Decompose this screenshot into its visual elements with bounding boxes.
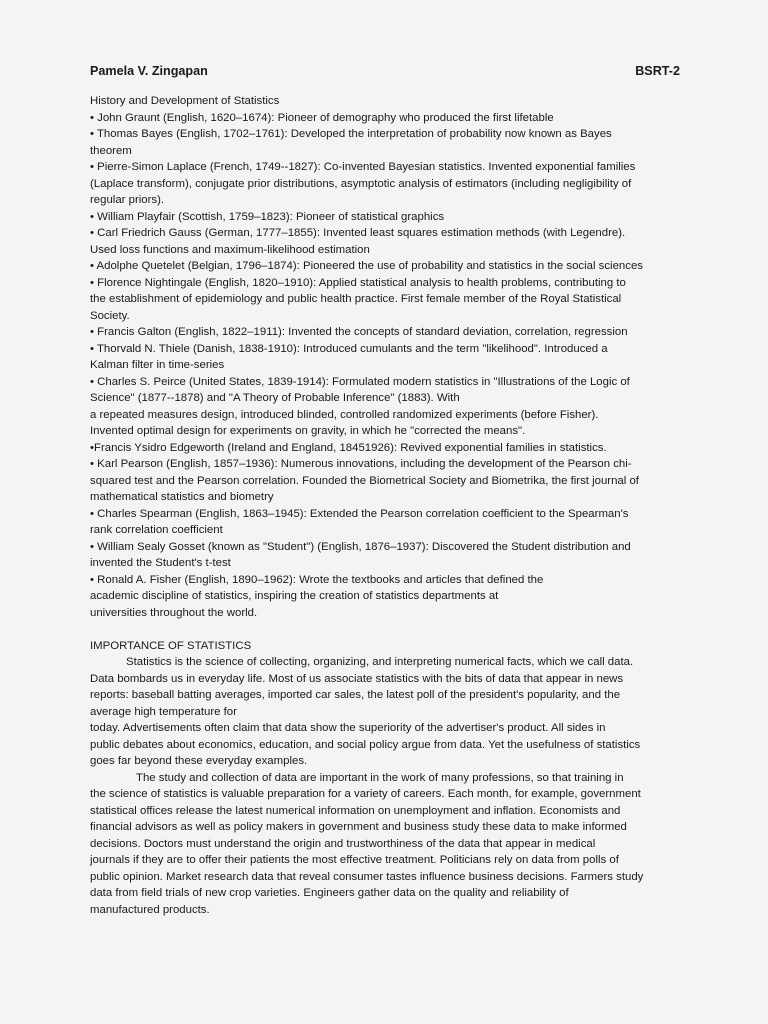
text-line: Invented optimal design for experiments on gravity, in which he "corrected the means". xyxy=(90,425,526,437)
importance-paragraph-1 xyxy=(90,654,680,770)
text-line: Used loss functions and maximum-likelihood estimation xyxy=(90,243,370,256)
text-line: Statistics is the science of collecting, organizing, and interpreting numerical facts, which we call data. xyxy=(126,656,634,668)
text-line: public opinion. Market research data that reveal consumer tastes influence business decisions. Farmers study xyxy=(90,870,644,883)
text-line: data from field trials of new crop varieties. Engineers gather data on the quality and reliability of xyxy=(90,887,569,899)
text-line: invented the Student's t-test xyxy=(90,557,231,569)
text-line: rank correlation coefficient xyxy=(90,524,223,536)
text-line: • Ronald A. Fisher (English, 1890–1962): Wrote the textbooks and articles that defined the xyxy=(90,573,544,586)
text-line: statistical offices release the latest numerical information on unemployment and inflation. Economists and xyxy=(90,804,621,817)
text-line: journals if they are to offer their patients the most effective treatment. Politicians rely on data from polls of xyxy=(90,854,619,866)
history-list xyxy=(90,110,680,622)
text-line: universities throughout the world. xyxy=(90,606,258,619)
text-line: •Francis Ysidro Edgeworth (Ireland and England, 18451926): Revived exponential families in statistics. xyxy=(90,441,607,454)
importance-title: IMPORTANCE OF STATISTICS xyxy=(90,639,252,652)
text-line: • Thorvald N. Thiele (Danish, 1838-1910): Introduced cumulants and the term "likelihood". Introduced a xyxy=(90,342,608,355)
text-line: • Charles S. Peirce (United States, 1839-1914): Formulated modern statistics in "Illustrations of the Logic of xyxy=(90,375,630,388)
text-line: Science" (1877--1878) and "A Theory of Probable Inference" (1883). With xyxy=(90,392,460,404)
text-line: reports: baseball batting averages, imported car sales, the latest poll of the president's popularity, and the xyxy=(90,689,621,701)
text-line: • Charles Spearman (English, 1863–1945): Extended the Pearson correlation coefficient to the Spearman's xyxy=(90,507,629,520)
history-section xyxy=(90,93,680,621)
text-line: average high temperature for xyxy=(90,705,237,718)
text-line: financial advisors as well as policy makers in government and business study these data to make informed xyxy=(90,821,627,833)
text-line: • Thomas Bayes (English, 1702–1761): Developed the interpretation of probability now known as Bayes xyxy=(90,128,612,140)
text-line: • William Playfair (Scottish, 1759–1823): Pioneer of statistical graphics xyxy=(90,210,445,223)
text-line: Kalman filter in time-series xyxy=(90,359,225,371)
text-line: (Laplace transform), conjugate prior distributions, asymptotic analysis of estimators (including negligibility of xyxy=(90,177,632,190)
text-line: Society. xyxy=(90,309,130,322)
history-title: History and Development of Statistics xyxy=(90,95,280,107)
text-line: • Francis Galton (English, 1822–1911): Invented the concepts of standard deviation, correlation, regression xyxy=(90,326,628,338)
page-header xyxy=(90,64,680,78)
text-line: a repeated measures design, introduced blinded, controlled randomized experiments (before Fisher). xyxy=(90,408,599,421)
text-line: decisions. Doctors must understand the origin and trustworthiness of the data that appear in medical xyxy=(90,837,596,850)
text-line: • Pierre-Simon Laplace (French, 1749--1827): Co-invented Bayesian statistics. Invented exponential families xyxy=(90,161,636,173)
text-line: • Carl Friedrich Gauss (German, 1777–1855): Invented least squares estimation methods (with Legendre). xyxy=(90,227,626,239)
text-line: • William Sealy Gosset (known as "Student") (English, 1876–1937): Discovered the Student distribution and xyxy=(90,540,631,553)
text-line: regular priors). xyxy=(90,194,165,206)
author-name: Pamela V. Zingapan xyxy=(90,64,208,78)
text-line: the establishment of epidemiology and public health practice. First female member of the Royal Statistical xyxy=(90,293,622,305)
text-line: goes far beyond these everyday examples. xyxy=(90,755,308,767)
text-line: The study and collection of data are important in the work of many professions, so that training in xyxy=(136,771,624,784)
text-line: manufactured products. xyxy=(90,903,210,916)
text-line: • Karl Pearson (English, 1857–1936): Numerous innovations, including the development of the Pearson chi- xyxy=(90,458,632,470)
text-line: • Florence Nightingale (English, 1820–1910): Applied statistical analysis to health problems, contributing to xyxy=(90,276,626,289)
section-label: BSRT-2 xyxy=(635,64,680,78)
text-line: • Adolphe Quetelet (Belgian, 1796–1874): Pioneered the use of probability and statistics in the social sciences xyxy=(90,260,643,272)
importance-paragraph-2 xyxy=(90,770,680,919)
text-line: theorem xyxy=(90,144,132,157)
text-line: mathematical statistics and biometry xyxy=(90,491,274,503)
text-line: academic discipline of statistics, inspiring the creation of statistics departments at xyxy=(90,590,499,602)
text-line: the science of statistics is valuable preparation for a variety of careers. Each month, for example, government xyxy=(90,788,641,800)
text-line: Data bombards us in everyday life. Most of us associate statistics with the bits of data that appear in news xyxy=(90,672,624,685)
text-line: today. Advertisements often claim that data show the superiority of the advertiser's product. All sides in xyxy=(90,722,606,734)
text-line: squared test and the Pearson correlation. Founded the Biometrical Society and Biometrika, the first journal of xyxy=(90,474,639,487)
importance-section xyxy=(90,638,680,919)
text-line: public debates about economics, education, and social policy argue from data. Yet the usefulness of statistics xyxy=(90,738,641,751)
text-line: • John Graunt (English, 1620–1674): Pioneer of demography who produced the first lifetable xyxy=(90,111,554,124)
